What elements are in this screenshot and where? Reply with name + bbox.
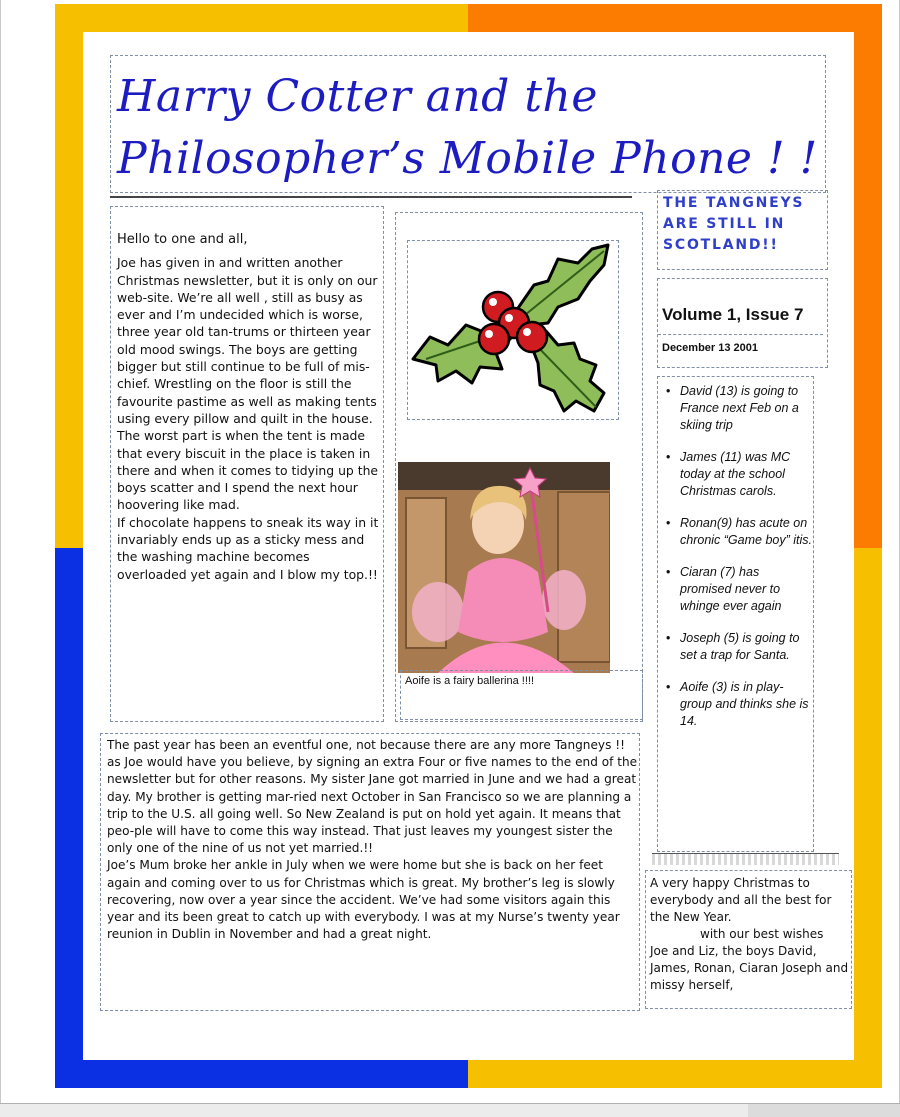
wishes-line-3: Joe and Liz, the boys David, James, Ronan, Ciaran Joseph and missy herself, xyxy=(650,944,849,992)
list-item: • Ciaran (7) has promised never to whinge ever again xyxy=(674,564,813,615)
photo-illustration xyxy=(398,462,610,673)
list-item: • David (13) is going to France next Feb on a skiing trip xyxy=(674,383,813,434)
frame-right-yellow xyxy=(854,548,882,1088)
issue-date: December 13 2001 xyxy=(662,342,759,354)
frame-left-blue xyxy=(55,548,83,1088)
newsletter-title xyxy=(110,55,826,193)
frame-top-orange xyxy=(468,4,882,32)
wishes-box xyxy=(645,870,852,1009)
ballerina-photo xyxy=(398,462,610,673)
frame-bottom-yellow xyxy=(468,1060,882,1088)
scrollbar-corner xyxy=(748,1103,900,1117)
list-item: • Ronan(9) has acute on chronic “Game boy” itis. xyxy=(674,515,813,549)
letter-box xyxy=(110,206,384,722)
letter-body-2: If chocolate happens to sneak its way in it invariably ends up as a sticky mess and the washing machine becomes overloaded yet again and I blow my top.!! xyxy=(117,514,379,582)
wishes-line-1: A very happy Christmas to everybody and all the best for the New Year. xyxy=(650,876,832,924)
letter-greeting: Hello to one and all, xyxy=(117,232,248,247)
photo-caption: Aoife is a fairy ballerina !!!! xyxy=(400,670,643,720)
title-line-2: Philosopher’s Mobile Phone ! ! xyxy=(117,133,818,184)
year-review-paragraph-2: Joe’s Mum broke her ankle in July when we were home but she is back on her feet again and coming over to us for Christmas which is great. My brother’s leg is slowly recovering, now over a year since the accident. We’ve had some visitors again this year and its been great to catch up with everybody. I was at my Nurse’s twenty year reunion in Dublin in November and had a great night. xyxy=(107,858,620,942)
list-item: • Joseph (5) is going to set a trap for Santa. xyxy=(674,630,813,664)
family-news-list xyxy=(657,376,814,852)
issue-divider xyxy=(658,334,823,335)
holly-icon xyxy=(408,241,618,419)
issue-volume: Volume 1, Issue 7 xyxy=(662,305,804,324)
side-heading: THE TANGNEYS ARE STILL IN SCOTLAND!! xyxy=(657,190,828,270)
wishes-line-2: with our best wishes xyxy=(700,927,824,941)
frame-left-yellow xyxy=(55,4,83,548)
horizontal-scrollbar[interactable] xyxy=(0,1103,748,1117)
list-item: • James (11) was MC today at the school Christmas carols. xyxy=(674,449,813,500)
frame-bottom-blue xyxy=(55,1060,468,1088)
frame-top-yellow xyxy=(55,4,468,32)
letter-body: Joe has given in and written another Christmas newsletter, but it is only on our web-site. We’re all well , still as busy as ever and I’m undecided which is worse, three year old tan-trums or thirteen year old mood swings. The boys are getting bigger but still continue to be full of mis-chief. Wrestling on the floor is still the favourite pastime as well as making tents using every pillow and quilt in the house. The worst part is when the tent is made that every biscuit in the place is taken in there and when it comes to tidying up the boys scatter and I spend the next hour hoovering like mad. xyxy=(117,255,379,513)
year-review-paragraph-1: The past year has been an eventful one, not because there are any more Tangneys !! as Joe would have you believe, by signing an extra Four or five names to the end of the newsletter but for other reasons. My sister Jane got married in June and we had a great day. My brother is getting mar-ried next October in San Francisco so we are planning a trip to the U.S. all going well. So New Zealand is put on hold yet again. It means that peo-ple will have to come this way instead. That just leaves my youngest sister the only one of the nine of us not yet married.!! xyxy=(107,738,638,856)
list-divider xyxy=(652,853,839,865)
issue-box xyxy=(657,278,828,368)
list-item: • Aoife (3) is in play-group and thinks she is 14. xyxy=(674,679,813,730)
frame-right-orange xyxy=(854,4,882,548)
title-line-1: Harry Cotter and the xyxy=(117,71,598,122)
year-review-box xyxy=(100,733,640,1011)
holly-image xyxy=(407,240,619,420)
title-underline xyxy=(110,196,632,198)
